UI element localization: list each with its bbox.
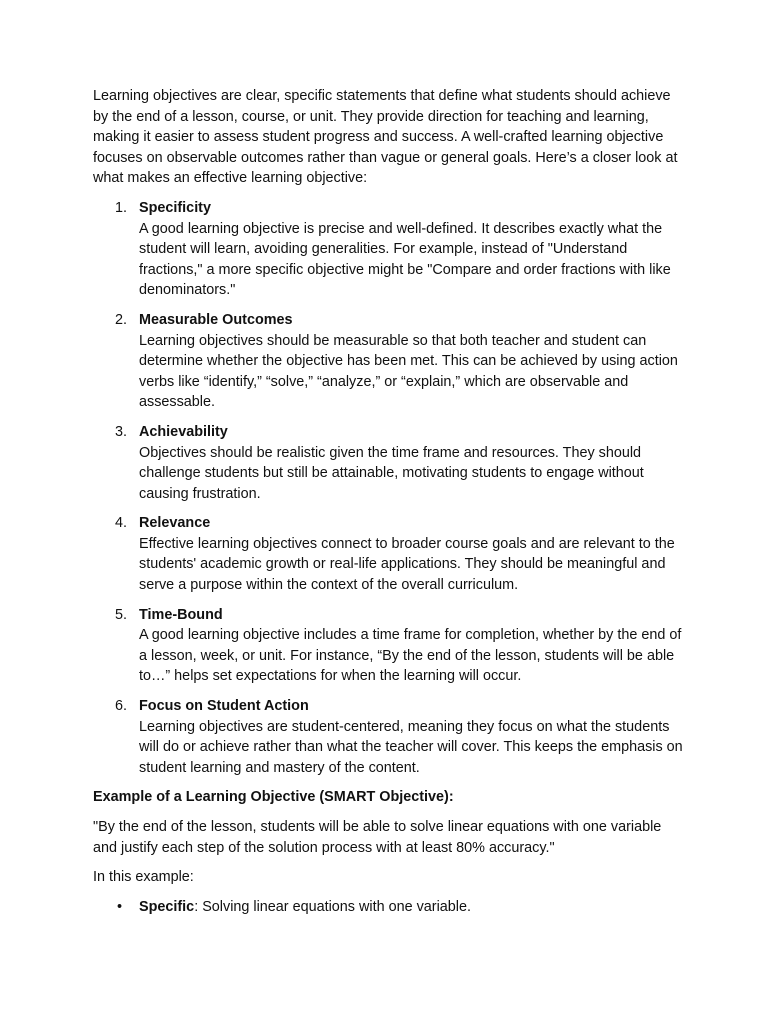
bullet-item <box>93 897 683 918</box>
list-item <box>93 310 683 413</box>
item-title: Specificity <box>139 199 211 216</box>
item-number: 3. <box>115 423 128 440</box>
item-body: Learning objectives are student-centered, meaning they focus on what the students will do or achieve rather than what the teacher will cover. This keeps the emphasis on student learning and mastery of the content. <box>139 718 683 776</box>
item-body: A good learning objective is precise and well-defined. It describes exactly what the student will learn, avoiding generalities. For example, instead of "Understand fractions," a more specific objective might be "Compare and order fractions with like denominators." <box>139 220 671 299</box>
example-heading: Example of a Learning Objective (SMART Objective): <box>93 789 454 806</box>
list-item <box>93 422 683 504</box>
item-body: Learning objectives should be measurable so that both teacher and student can determine whether the objective has been met. This can be achieved by using action verbs like “identify,” “solve,” “analyze,” or “explain,” which are observable and assessable. <box>139 332 678 411</box>
list-item <box>93 513 683 595</box>
item-number: 1. <box>115 199 128 216</box>
intro-paragraph: Learning objectives are clear, specific statements that define what students should achieve by the end of a lesson, course, or unit. They provide direction for teaching and learning, making it easier to assess student progress and success. A well-crafted learning objective focuses on observable outcomes rather than vague or general goals. Here’s a closer look at what makes an effective learning objective: <box>93 88 678 187</box>
document-page <box>93 86 683 917</box>
item-title: Achievability <box>139 423 228 440</box>
list-item <box>93 696 683 778</box>
bullet-icon: • <box>117 898 123 915</box>
item-title: Relevance <box>139 515 211 532</box>
item-body: Objectives should be realistic given the time frame and resources. They should challenge students but still be attainable, motivating students to engage without causing frustration. <box>139 444 644 502</box>
list-item <box>93 605 683 687</box>
in-example-label: In this example: <box>93 869 194 886</box>
item-title: Time-Bound <box>139 606 223 623</box>
bullet-text: : Solving linear equations with one variable. <box>194 898 471 915</box>
item-body: Effective learning objectives connect to broader course goals and are relevant to the students' academic growth or real-life applications. They should be meaningful and serve a purpose within the context of the overall curriculum. <box>139 535 675 594</box>
item-number: 2. <box>115 311 128 328</box>
item-number: 4. <box>115 515 128 532</box>
item-number: 5. <box>115 606 128 623</box>
item-title: Measurable Outcomes <box>139 311 293 328</box>
item-number: 6. <box>115 698 128 715</box>
bullet-list <box>93 897 683 918</box>
example-quote: "By the end of the lesson, students will be able to solve linear equations with one variable and justify each step of the solution process with at least 80% accuracy." <box>93 819 662 856</box>
objectives-list <box>93 198 683 778</box>
list-item <box>93 198 683 301</box>
bullet-term: Specific <box>139 898 195 915</box>
item-title: Focus on Student Action <box>139 698 309 715</box>
item-body: A good learning objective includes a time frame for completion, whether by the end of a lesson, week, or unit. For instance, “By the end of the lesson, students will be able to…” helps set expectations for when the learning will occur. <box>139 627 682 685</box>
